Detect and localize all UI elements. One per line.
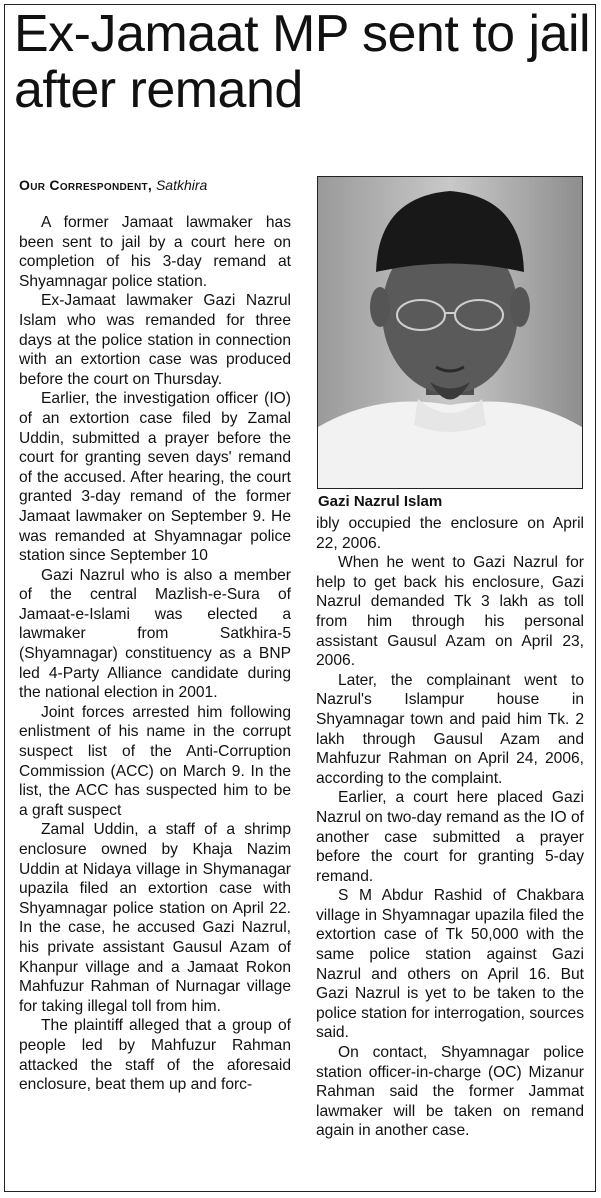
paragraph: A former Jamaat lawmaker has been sent to jail by a court here on completion of his 3-day remand at Shyamnagar police station. (19, 214, 291, 290)
paragraph: Earlier, a court here placed Gazi Nazrul on two-day remand as the IO of another case submitted a prayer before the court for granting 5-day remand. (316, 789, 584, 885)
portrait-photo (317, 176, 583, 489)
paragraph: On contact, Shyamnagar police station officer-in-charge (OC) Mizanur Rahman said the former Jammat lawmaker will be taken on remand again in another case. (316, 1044, 584, 1140)
paragraph: The plaintiff alleged that a group of people led by Mahfuzur Rahman attacked the staff of the aforesaid enclosure, beat them up and forc- (19, 1017, 291, 1094)
paragraph: S M Abdur Rashid of Chakbara village in Shyamnagar upazila filed the extortion case of Tk 50,000 with the same police station against Gazi Nazrul and others on April 16. But Gazi Nazrul is yet to be taken to the police station for interrogation, sources said. (316, 887, 584, 1042)
paragraph: Ex-Jamaat lawmaker Gazi Nazrul Islam who was remanded for three days at the police station in connection with an extortion case was produced before the court on Thursday. (19, 292, 291, 388)
byline-author: Our Correspondent, (19, 177, 153, 193)
byline (19, 175, 207, 195)
paragraph: Joint forces arrested him following enlistment of his name in the corrupt suspect list of the Anti-Corruption Commission (ACC) on March 9. In the list, the ACC has suspected him to be a graft suspect (19, 703, 291, 819)
headline: Ex-Jamaat MP sent to jail after remand (14, 5, 591, 119)
paragraph: ibly occupied the enclosure on April 22, 2006. (316, 515, 584, 552)
byline-location: Satkhira (155, 177, 208, 193)
article-column-right (316, 514, 584, 1141)
article-column-left (19, 213, 291, 1095)
photo-caption: Gazi Nazrul Islam (318, 493, 443, 510)
paragraph: Earlier, the investigation officer (IO) of an extortion case filed by Zamal Uddin, submitted a prayer before the court for granting seven days' remand of the accused. After hearing, the court granted 3-day remand of the former Jamaat lawmaker on September 9. He was remanded at Shyamnagar police station since September 10 (19, 390, 291, 565)
paragraph: When he went to Gazi Nazrul for help to get back his enclosure, Gazi Nazrul demanded Tk 3 lakh as toll from him through his personal assistant Gausul Azam on April 23, 2006. (316, 554, 584, 670)
paragraph: Later, the complainant went to Nazrul's Islampur house in Shyamnagar town and paid him Tk. 2 lakh through Gausul Azam and Mahfuzur Rahman on April 24, 2006, according to the complaint. (316, 671, 584, 787)
paragraph: Gazi Nazrul who is also a member of the central Mazlish-e-Sura of Jamaat-e-Islami was elected a lawmaker from Satkhira-5 (Shyamnagar) constituency as a BNP led 4-Party Alliance candidate during the national election in 2001. (19, 566, 291, 702)
paragraph: Zamal Uddin, a staff of a shrimp enclosure owned by Khaja Nazim Uddin at Nidaya village in Shymanagar upazila filed an extortion case with Shyamnagar police station on April 22. In the case, he accused Gazi Nazrul, his private assistant Gausul Azam of Khanpur village and a Jamaat Rokon Mahfuzur Rahman of Nurnagar village for taking illegal toll from him. (19, 821, 291, 1015)
